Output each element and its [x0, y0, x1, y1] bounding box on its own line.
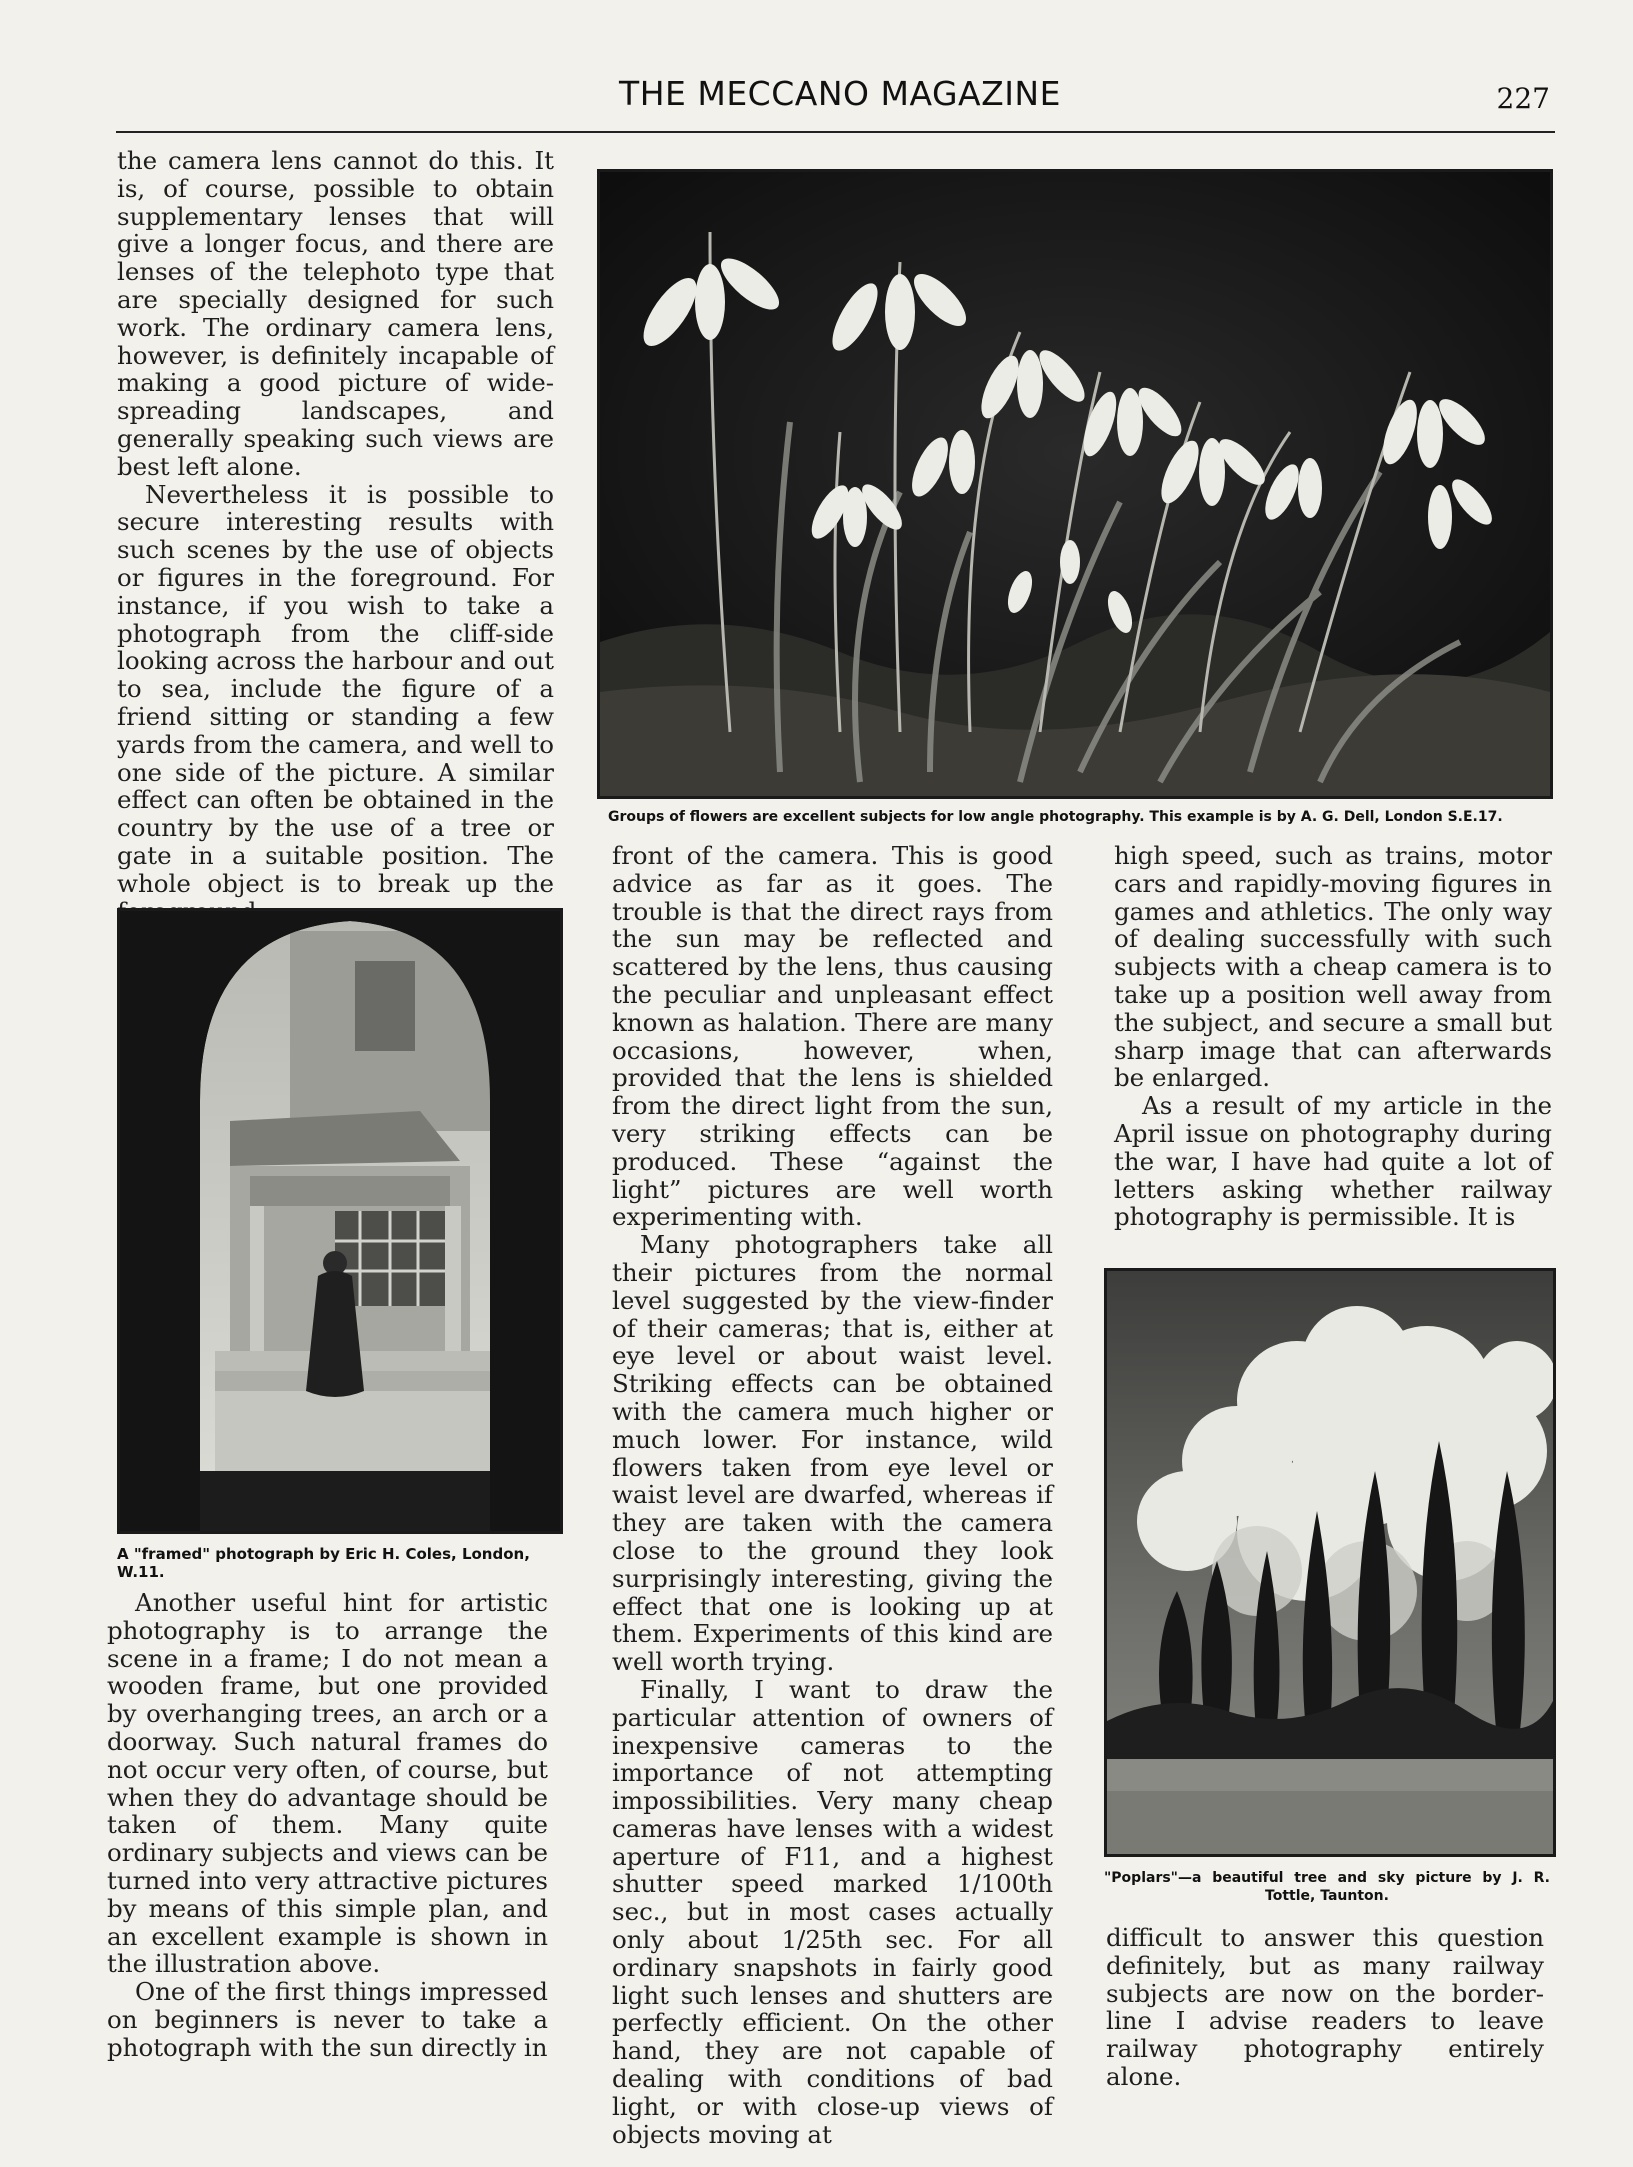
article-paragraph: As a result of my article in the April issue on photography during the war, I have had quite a lot of letters asking whether railway photography is permissible. It is — [1114, 1091, 1552, 1232]
article-paragraph: One of the first things impressed on beginners is never to take a photograph with the sun directly in — [107, 1977, 548, 2062]
header-rule — [116, 131, 1555, 133]
poplars-photo-caption: "Poplars"—a beautiful tree and sky picture by J. R. Tottle, Taunton. — [1104, 1870, 1550, 1904]
article-paragraph: Another useful hint for artistic photography is to arrange the scene in a frame; I do not mean a wooden frame, but one provided by overhanging trees, an arch or a doorway. Such natural frames do not occur very often, of course, but when they do advantage should be taken of them. Many quite ordinary subjects and views can be turned into very attractive pictures by means of this simple plan, and an excellent example is shown in the illustration above. — [107, 1588, 548, 1979]
left-column-top-text — [117, 147, 554, 925]
arch-photo-caption: A "framed" photograph by Eric H. Coles, London, W.11. — [117, 1545, 530, 1581]
article-paragraph: front of the camera. This is good advice as far as it goes. The trouble is that the direct rays from the sun may be reflected and scattered by the lens, thus causing the peculiar and unpleasant effect known as halation. There are many occasions, however, when, provided that the lens is shielded from the direct light from the sun, very striking effects can be produced. These “against the light” pictures are well worth experimenting with. — [612, 841, 1053, 1232]
article-paragraph: Nevertheless it is possible to secure interesting results with such scenes by the use of objects or figures in the foreground. For instance, if you wish to take a photograph from the cliff-side looking across the harbour and out to sea, include the figure of a friend sitting or standing a few yards from the camera, and well to one side of the picture. A similar effect can often be obtained in the country by the use of a tree or gate in a suitable position. The whole object is to break up the — [117, 479, 554, 898]
poplars-photo — [1104, 1268, 1556, 1857]
right-column-top-text — [1114, 842, 1552, 1231]
magazine-title: THE MECCANO MAGAZINE — [619, 74, 1061, 113]
article-paragraph: Many photographers take all their pictures from the normal level suggested by the view-finder of their cameras; that is, either at eye level or about waist level. Striking effects can be obtained with the camera much higher or much lower. For instance, wild flowers taken from eye level or waist level are dwarfed, whereas if they are taken with the camera close to the ground they look surprisingly interesting, giving the effect that one is looking up at them. Experiments of this kind are well worth trying. — [612, 1230, 1053, 1677]
snowdrops-photo-image — [600, 172, 1550, 796]
arch-photo-image — [120, 911, 560, 1531]
snowdrops-photo-caption: Groups of flowers are excellent subjects for low angle photography. This example is by A. G. Dell, London S.E.17. — [608, 809, 1503, 825]
middle-column-text — [612, 842, 1053, 2148]
poplars-photo-image — [1107, 1271, 1553, 1854]
article-paragraph: Finally, I want to draw the particular attention of owners of inexpensive cameras to the importance of not attempting impossibilities. Very many cheap cameras have lenses with a widest aperture of F11, and a highest shutter speed marked 1/100th sec., but in most cases actually only about 1/25th sec. For all ordinary snapshots in fairly good light such lenses and shutters are perfectly efficient. On the other hand, they are not capable of dealing with conditions of bad light, or with close-up views of objects moving at — [612, 1674, 1053, 2149]
page-number: 227 — [1496, 82, 1550, 115]
left-column-bottom-text — [107, 1589, 548, 2062]
snowdrops-photo — [597, 169, 1553, 799]
article-paragraph: difficult to answer this question definitely, but as many railway subjects are now on the border-line I advise readers to leave railway photography entirely alone. — [1106, 1923, 1544, 2091]
arch-photo — [117, 908, 563, 1534]
article-paragraph: the camera lens cannot do this. It is, of course, possible to obtain supplementary lenses that will give a longer focus, and there are lenses of the telephoto type that are specially designed for such work. The ordinary camera lens, however, is definitely incapable of making a good picture of wide-spreading landscapes, and generally speaking such views are best left alone. — [117, 146, 554, 481]
right-column-bottom-text — [1106, 1924, 1544, 2091]
article-paragraph: high speed, such as trains, motor cars and rapidly-moving figures in games and athletics. The only way of dealing successfully with such subjects with a cheap camera is to take up a position well away from the subject, and secure a small but sharp image that can afterwards be enlarged. — [1114, 841, 1552, 1093]
